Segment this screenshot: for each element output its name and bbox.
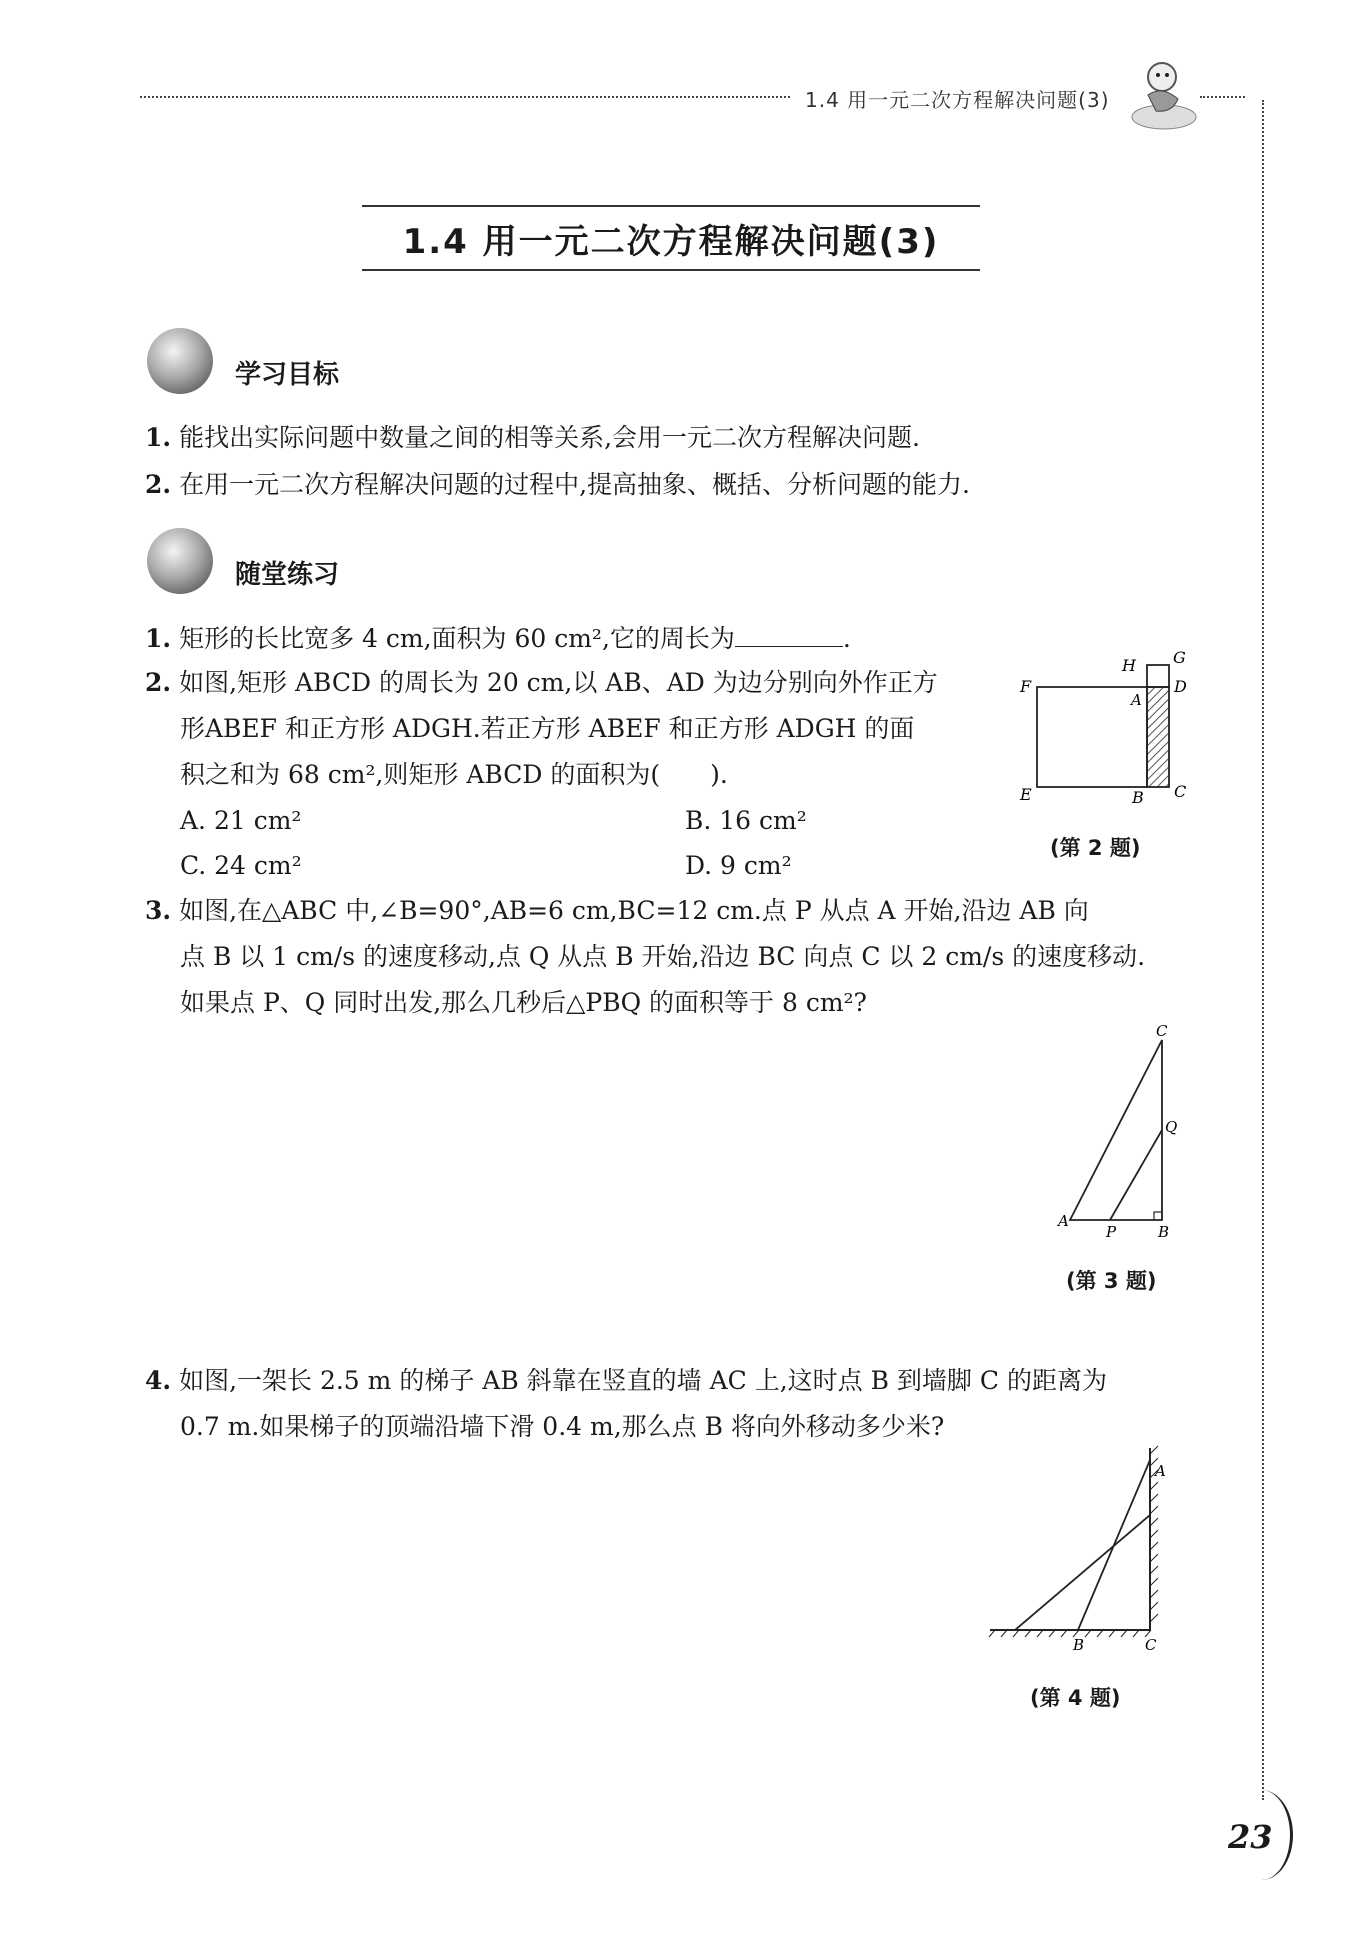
question-2-line3: 积之和为 68 cm²,则矩形 ABCD 的面积为( ). xyxy=(180,760,728,789)
question-2-line2: 形ABEF 和正方形 ADGH.若正方形 ABEF 和正方形 ADGH 的面 xyxy=(180,714,915,743)
label-c: C xyxy=(1156,1022,1168,1040)
label-b: B xyxy=(1073,1636,1085,1654)
question-text: 如图,一架长 2.5 m 的梯子 AB 斜靠在竖直的墙 AC 上,这时点 B 到墙脚 C 的距离为 xyxy=(179,1366,1107,1395)
question-text: 如图,矩形 ABCD 的周长为 20 cm,以 AB、AD 为边分别向外作正方 xyxy=(179,668,938,697)
rectangle-abcd xyxy=(1147,687,1169,787)
question-4-line1 xyxy=(145,1364,1107,1398)
goal-text: 能找出实际问题中数量之间的相等关系,会用一元二次方程解决问题. xyxy=(179,423,920,452)
header-dotted-rule xyxy=(140,96,790,98)
goal-number: 2. xyxy=(145,470,172,499)
triangle-abc xyxy=(1070,1040,1162,1220)
label-a: A xyxy=(1155,1462,1166,1480)
label-c: C xyxy=(1145,1636,1157,1654)
goal-item xyxy=(145,421,920,455)
question-number: 2. xyxy=(145,668,172,697)
label-h: H xyxy=(1122,656,1136,675)
option-d[interactable]: D. 9 cm² xyxy=(685,851,792,880)
figure-q4 xyxy=(985,1440,1175,1660)
segment-pq xyxy=(1110,1130,1162,1220)
figure-caption-q4: (第 4 题) xyxy=(1030,1686,1121,1710)
figure-q3 xyxy=(1050,1020,1180,1245)
label-a: A xyxy=(1058,1212,1069,1230)
goal-number: 1. xyxy=(145,423,172,452)
question-4-line2: 0.7 m.如果梯子的顶端沿墙下滑 0.4 m,那么点 B 将向外移动多少米? xyxy=(180,1412,945,1441)
label-a: A xyxy=(1131,691,1142,709)
question-3-line2: 点 B 以 1 cm/s 的速度移动,点 Q 从点 B 开始,沿边 BC 向点 C 以 2 cm/s 的速度移动. xyxy=(180,942,1146,971)
header-dotted-rule-right xyxy=(1200,96,1245,98)
question-3-line1 xyxy=(145,894,1089,928)
question-text: 矩形的长比宽多 4 cm,面积为 60 cm²,它的周长为 xyxy=(179,624,735,653)
goal-item xyxy=(145,468,970,502)
label-c: C xyxy=(1174,782,1187,801)
question-1 xyxy=(145,620,851,656)
mascot-icon xyxy=(1128,55,1200,135)
goal-text: 在用一元二次方程解决问题的过程中,提高抽象、概括、分析问题的能力. xyxy=(179,470,970,499)
question-number: 1. xyxy=(145,624,172,653)
label-p: P xyxy=(1106,1223,1117,1241)
question-text: 如图,在△ABC 中,∠B=90°,AB=6 cm,BC=12 cm.点 P 从点 A 开始,沿边 AB 向 xyxy=(179,896,1089,925)
label-g: G xyxy=(1173,648,1186,667)
figure-caption-q3: (第 3 题) xyxy=(1066,1269,1157,1293)
option-a[interactable]: A. 21 cm² xyxy=(180,806,302,835)
ground-hatching xyxy=(989,1630,1151,1637)
running-title: 1.4 用一元二次方程解决问题(3) xyxy=(805,88,1110,112)
label-b: B xyxy=(1132,788,1144,807)
question-number: 4. xyxy=(145,1366,172,1395)
globe-icon xyxy=(147,528,213,594)
question-2-line1 xyxy=(145,666,938,700)
option-b[interactable]: B. 16 cm² xyxy=(685,806,807,835)
label-e: E xyxy=(1020,785,1032,804)
ladder-slid xyxy=(1015,1515,1150,1630)
sphere-icon xyxy=(147,328,213,394)
section-title-goals: 学习目标 xyxy=(235,360,340,390)
question-3-line3: 如果点 P、Q 同时出发,那么几秒后△PBQ 的面积等于 8 cm²? xyxy=(180,988,867,1017)
label-b: B xyxy=(1158,1223,1170,1241)
right-dotted-border xyxy=(1262,100,1264,1800)
option-c[interactable]: C. 24 cm² xyxy=(180,851,302,880)
section-title-practice: 随堂练习 xyxy=(235,560,340,590)
page-number: 23 xyxy=(1228,1818,1273,1856)
question-text-end: . xyxy=(842,624,851,653)
square-adgh xyxy=(1147,665,1169,687)
question-number: 3. xyxy=(145,896,172,925)
label-f: F xyxy=(1020,677,1032,696)
label-q: Q xyxy=(1165,1118,1178,1136)
right-angle-mark xyxy=(1154,1212,1162,1220)
answer-blank[interactable] xyxy=(735,620,843,647)
label-d: D xyxy=(1174,677,1187,696)
figure-caption-q2: (第 2 题) xyxy=(1050,836,1141,860)
figure-q2 xyxy=(1010,645,1200,815)
page-title: 1.4 用一元二次方程解决问题(3) xyxy=(362,205,980,271)
